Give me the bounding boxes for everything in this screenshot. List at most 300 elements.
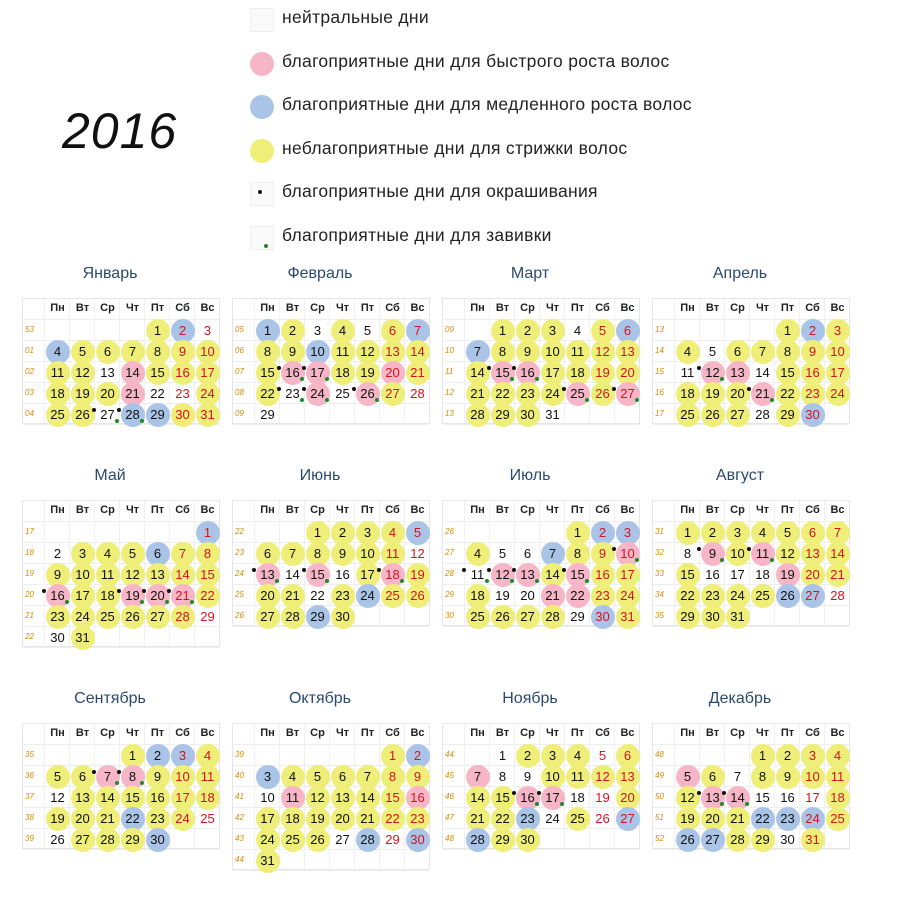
day-cell[interactable] xyxy=(540,564,565,585)
day-cell[interactable] xyxy=(465,829,490,850)
day-cell[interactable] xyxy=(590,766,615,787)
day-cell[interactable] xyxy=(280,829,305,850)
day-cell[interactable] xyxy=(700,362,725,383)
day-cell[interactable] xyxy=(750,745,775,766)
day-cell[interactable] xyxy=(775,585,800,606)
day-cell[interactable] xyxy=(170,362,195,383)
day-cell[interactable] xyxy=(515,404,540,425)
day-cell[interactable] xyxy=(725,522,750,543)
day-cell[interactable] xyxy=(615,564,640,585)
day-cell[interactable] xyxy=(330,543,355,564)
day-cell[interactable] xyxy=(255,766,280,787)
day-cell[interactable] xyxy=(800,522,825,543)
day-cell[interactable] xyxy=(45,766,70,787)
day-cell[interactable] xyxy=(95,383,120,404)
day-cell[interactable] xyxy=(120,808,145,829)
day-cell[interactable] xyxy=(255,808,280,829)
day-cell[interactable] xyxy=(280,787,305,808)
day-cell[interactable] xyxy=(490,341,515,362)
day-cell[interactable] xyxy=(565,320,590,341)
day-cell[interactable] xyxy=(750,787,775,808)
day-cell[interactable] xyxy=(725,543,750,564)
day-cell[interactable] xyxy=(825,383,850,404)
day-cell[interactable] xyxy=(280,766,305,787)
day-cell[interactable] xyxy=(675,341,700,362)
day-cell[interactable] xyxy=(515,564,540,585)
day-cell[interactable] xyxy=(95,543,120,564)
day-cell[interactable] xyxy=(195,404,220,425)
day-cell[interactable] xyxy=(45,808,70,829)
day-cell[interactable] xyxy=(825,522,850,543)
day-cell[interactable] xyxy=(700,829,725,850)
day-cell[interactable] xyxy=(355,341,380,362)
day-cell[interactable] xyxy=(465,808,490,829)
day-cell[interactable] xyxy=(725,766,750,787)
day-cell[interactable] xyxy=(465,543,490,564)
day-cell[interactable] xyxy=(700,404,725,425)
day-cell[interactable] xyxy=(305,362,330,383)
day-cell[interactable] xyxy=(615,585,640,606)
day-cell[interactable] xyxy=(145,341,170,362)
day-cell[interactable] xyxy=(255,383,280,404)
day-cell[interactable] xyxy=(170,766,195,787)
day-cell[interactable] xyxy=(565,808,590,829)
day-cell[interactable] xyxy=(825,543,850,564)
day-cell[interactable] xyxy=(490,383,515,404)
day-cell[interactable] xyxy=(675,564,700,585)
day-cell[interactable] xyxy=(565,383,590,404)
day-cell[interactable] xyxy=(590,787,615,808)
day-cell[interactable] xyxy=(195,564,220,585)
day-cell[interactable] xyxy=(195,543,220,564)
day-cell[interactable] xyxy=(195,522,220,543)
day-cell[interactable] xyxy=(120,766,145,787)
day-cell[interactable] xyxy=(355,808,380,829)
day-cell[interactable] xyxy=(490,606,515,627)
day-cell[interactable] xyxy=(565,745,590,766)
day-cell[interactable] xyxy=(590,808,615,829)
day-cell[interactable] xyxy=(45,341,70,362)
day-cell[interactable] xyxy=(590,383,615,404)
day-cell[interactable] xyxy=(775,543,800,564)
day-cell[interactable] xyxy=(170,320,195,341)
day-cell[interactable] xyxy=(195,606,220,627)
day-cell[interactable] xyxy=(280,585,305,606)
day-cell[interactable] xyxy=(675,404,700,425)
day-cell[interactable] xyxy=(590,522,615,543)
day-cell[interactable] xyxy=(195,585,220,606)
day-cell[interactable] xyxy=(750,404,775,425)
day-cell[interactable] xyxy=(750,585,775,606)
day-cell[interactable] xyxy=(95,362,120,383)
day-cell[interactable] xyxy=(280,606,305,627)
day-cell[interactable] xyxy=(775,404,800,425)
day-cell[interactable] xyxy=(590,606,615,627)
day-cell[interactable] xyxy=(515,362,540,383)
day-cell[interactable] xyxy=(775,829,800,850)
day-cell[interactable] xyxy=(725,606,750,627)
day-cell[interactable] xyxy=(565,543,590,564)
day-cell[interactable] xyxy=(145,808,170,829)
day-cell[interactable] xyxy=(145,362,170,383)
day-cell[interactable] xyxy=(700,543,725,564)
day-cell[interactable] xyxy=(120,341,145,362)
day-cell[interactable] xyxy=(170,745,195,766)
day-cell[interactable] xyxy=(675,766,700,787)
day-cell[interactable] xyxy=(750,383,775,404)
day-cell[interactable] xyxy=(255,362,280,383)
day-cell[interactable] xyxy=(750,522,775,543)
day-cell[interactable] xyxy=(490,787,515,808)
day-cell[interactable] xyxy=(590,585,615,606)
day-cell[interactable] xyxy=(95,829,120,850)
day-cell[interactable] xyxy=(330,766,355,787)
day-cell[interactable] xyxy=(380,829,405,850)
day-cell[interactable] xyxy=(490,745,515,766)
day-cell[interactable] xyxy=(195,766,220,787)
day-cell[interactable] xyxy=(825,564,850,585)
day-cell[interactable] xyxy=(255,564,280,585)
day-cell[interactable] xyxy=(800,745,825,766)
day-cell[interactable] xyxy=(540,766,565,787)
day-cell[interactable] xyxy=(750,766,775,787)
day-cell[interactable] xyxy=(120,362,145,383)
day-cell[interactable] xyxy=(750,362,775,383)
day-cell[interactable] xyxy=(775,522,800,543)
day-cell[interactable] xyxy=(355,543,380,564)
day-cell[interactable] xyxy=(615,522,640,543)
day-cell[interactable] xyxy=(305,341,330,362)
day-cell[interactable] xyxy=(590,320,615,341)
day-cell[interactable] xyxy=(330,564,355,585)
day-cell[interactable] xyxy=(465,606,490,627)
day-cell[interactable] xyxy=(590,341,615,362)
day-cell[interactable] xyxy=(615,383,640,404)
day-cell[interactable] xyxy=(540,320,565,341)
day-cell[interactable] xyxy=(615,341,640,362)
day-cell[interactable] xyxy=(45,829,70,850)
day-cell[interactable] xyxy=(725,787,750,808)
day-cell[interactable] xyxy=(615,745,640,766)
day-cell[interactable] xyxy=(170,404,195,425)
day-cell[interactable] xyxy=(615,766,640,787)
day-cell[interactable] xyxy=(700,522,725,543)
day-cell[interactable] xyxy=(465,564,490,585)
day-cell[interactable] xyxy=(380,585,405,606)
day-cell[interactable] xyxy=(515,766,540,787)
day-cell[interactable] xyxy=(380,522,405,543)
day-cell[interactable] xyxy=(195,362,220,383)
day-cell[interactable] xyxy=(355,362,380,383)
day-cell[interactable] xyxy=(95,766,120,787)
day-cell[interactable] xyxy=(145,745,170,766)
day-cell[interactable] xyxy=(95,606,120,627)
day-cell[interactable] xyxy=(515,543,540,564)
day-cell[interactable] xyxy=(355,522,380,543)
day-cell[interactable] xyxy=(380,766,405,787)
day-cell[interactable] xyxy=(195,383,220,404)
day-cell[interactable] xyxy=(825,787,850,808)
day-cell[interactable] xyxy=(405,766,430,787)
day-cell[interactable] xyxy=(800,341,825,362)
day-cell[interactable] xyxy=(775,341,800,362)
day-cell[interactable] xyxy=(405,362,430,383)
day-cell[interactable] xyxy=(120,606,145,627)
day-cell[interactable] xyxy=(170,606,195,627)
day-cell[interactable] xyxy=(330,362,355,383)
day-cell[interactable] xyxy=(800,787,825,808)
day-cell[interactable] xyxy=(725,341,750,362)
day-cell[interactable] xyxy=(255,606,280,627)
day-cell[interactable] xyxy=(280,341,305,362)
day-cell[interactable] xyxy=(305,320,330,341)
day-cell[interactable] xyxy=(490,829,515,850)
day-cell[interactable] xyxy=(145,404,170,425)
day-cell[interactable] xyxy=(405,808,430,829)
day-cell[interactable] xyxy=(700,766,725,787)
day-cell[interactable] xyxy=(305,787,330,808)
day-cell[interactable] xyxy=(70,362,95,383)
day-cell[interactable] xyxy=(540,787,565,808)
day-cell[interactable] xyxy=(170,585,195,606)
day-cell[interactable] xyxy=(195,787,220,808)
day-cell[interactable] xyxy=(565,585,590,606)
day-cell[interactable] xyxy=(465,404,490,425)
day-cell[interactable] xyxy=(280,564,305,585)
day-cell[interactable] xyxy=(490,362,515,383)
day-cell[interactable] xyxy=(405,320,430,341)
day-cell[interactable] xyxy=(45,383,70,404)
day-cell[interactable] xyxy=(775,564,800,585)
day-cell[interactable] xyxy=(725,383,750,404)
day-cell[interactable] xyxy=(380,745,405,766)
day-cell[interactable] xyxy=(355,787,380,808)
day-cell[interactable] xyxy=(515,808,540,829)
day-cell[interactable] xyxy=(675,829,700,850)
day-cell[interactable] xyxy=(750,543,775,564)
day-cell[interactable] xyxy=(675,787,700,808)
day-cell[interactable] xyxy=(515,320,540,341)
day-cell[interactable] xyxy=(355,766,380,787)
day-cell[interactable] xyxy=(775,362,800,383)
day-cell[interactable] xyxy=(590,362,615,383)
day-cell[interactable] xyxy=(675,362,700,383)
day-cell[interactable] xyxy=(725,829,750,850)
day-cell[interactable] xyxy=(355,383,380,404)
day-cell[interactable] xyxy=(95,341,120,362)
day-cell[interactable] xyxy=(95,564,120,585)
day-cell[interactable] xyxy=(800,585,825,606)
day-cell[interactable] xyxy=(775,787,800,808)
day-cell[interactable] xyxy=(120,383,145,404)
day-cell[interactable] xyxy=(540,543,565,564)
day-cell[interactable] xyxy=(515,383,540,404)
day-cell[interactable] xyxy=(490,404,515,425)
day-cell[interactable] xyxy=(70,829,95,850)
day-cell[interactable] xyxy=(380,362,405,383)
day-cell[interactable] xyxy=(120,404,145,425)
day-cell[interactable] xyxy=(775,320,800,341)
day-cell[interactable] xyxy=(490,585,515,606)
day-cell[interactable] xyxy=(120,585,145,606)
day-cell[interactable] xyxy=(330,808,355,829)
day-cell[interactable] xyxy=(515,606,540,627)
day-cell[interactable] xyxy=(540,606,565,627)
day-cell[interactable] xyxy=(145,829,170,850)
day-cell[interactable] xyxy=(45,606,70,627)
day-cell[interactable] xyxy=(120,564,145,585)
day-cell[interactable] xyxy=(540,383,565,404)
day-cell[interactable] xyxy=(195,745,220,766)
day-cell[interactable] xyxy=(195,320,220,341)
day-cell[interactable] xyxy=(70,606,95,627)
day-cell[interactable] xyxy=(45,627,70,648)
day-cell[interactable] xyxy=(405,829,430,850)
day-cell[interactable] xyxy=(565,362,590,383)
day-cell[interactable] xyxy=(70,585,95,606)
day-cell[interactable] xyxy=(800,564,825,585)
day-cell[interactable] xyxy=(750,829,775,850)
day-cell[interactable] xyxy=(700,787,725,808)
day-cell[interactable] xyxy=(330,606,355,627)
day-cell[interactable] xyxy=(465,787,490,808)
day-cell[interactable] xyxy=(305,766,330,787)
day-cell[interactable] xyxy=(615,787,640,808)
day-cell[interactable] xyxy=(255,404,280,425)
day-cell[interactable] xyxy=(120,829,145,850)
day-cell[interactable] xyxy=(675,585,700,606)
day-cell[interactable] xyxy=(465,383,490,404)
day-cell[interactable] xyxy=(700,383,725,404)
day-cell[interactable] xyxy=(120,787,145,808)
day-cell[interactable] xyxy=(490,564,515,585)
day-cell[interactable] xyxy=(355,320,380,341)
day-cell[interactable] xyxy=(615,320,640,341)
day-cell[interactable] xyxy=(675,808,700,829)
day-cell[interactable] xyxy=(305,808,330,829)
day-cell[interactable] xyxy=(145,787,170,808)
day-cell[interactable] xyxy=(750,564,775,585)
day-cell[interactable] xyxy=(540,404,565,425)
day-cell[interactable] xyxy=(825,320,850,341)
day-cell[interactable] xyxy=(615,362,640,383)
day-cell[interactable] xyxy=(775,808,800,829)
day-cell[interactable] xyxy=(825,362,850,383)
day-cell[interactable] xyxy=(195,341,220,362)
day-cell[interactable] xyxy=(170,564,195,585)
day-cell[interactable] xyxy=(145,585,170,606)
day-cell[interactable] xyxy=(305,543,330,564)
day-cell[interactable] xyxy=(825,341,850,362)
day-cell[interactable] xyxy=(515,745,540,766)
day-cell[interactable] xyxy=(95,404,120,425)
day-cell[interactable] xyxy=(540,745,565,766)
day-cell[interactable] xyxy=(145,766,170,787)
day-cell[interactable] xyxy=(170,808,195,829)
day-cell[interactable] xyxy=(675,383,700,404)
day-cell[interactable] xyxy=(675,543,700,564)
day-cell[interactable] xyxy=(380,808,405,829)
day-cell[interactable] xyxy=(380,341,405,362)
day-cell[interactable] xyxy=(305,383,330,404)
day-cell[interactable] xyxy=(490,543,515,564)
day-cell[interactable] xyxy=(725,404,750,425)
day-cell[interactable] xyxy=(515,787,540,808)
day-cell[interactable] xyxy=(70,808,95,829)
day-cell[interactable] xyxy=(305,564,330,585)
day-cell[interactable] xyxy=(800,404,825,425)
day-cell[interactable] xyxy=(725,808,750,829)
day-cell[interactable] xyxy=(45,585,70,606)
day-cell[interactable] xyxy=(800,383,825,404)
day-cell[interactable] xyxy=(825,745,850,766)
day-cell[interactable] xyxy=(70,404,95,425)
day-cell[interactable] xyxy=(565,564,590,585)
day-cell[interactable] xyxy=(540,585,565,606)
day-cell[interactable] xyxy=(465,362,490,383)
day-cell[interactable] xyxy=(590,543,615,564)
day-cell[interactable] xyxy=(305,829,330,850)
day-cell[interactable] xyxy=(45,564,70,585)
day-cell[interactable] xyxy=(615,808,640,829)
day-cell[interactable] xyxy=(615,606,640,627)
day-cell[interactable] xyxy=(405,585,430,606)
day-cell[interactable] xyxy=(675,606,700,627)
day-cell[interactable] xyxy=(330,829,355,850)
day-cell[interactable] xyxy=(800,808,825,829)
day-cell[interactable] xyxy=(700,808,725,829)
day-cell[interactable] xyxy=(95,585,120,606)
day-cell[interactable] xyxy=(700,606,725,627)
day-cell[interactable] xyxy=(515,585,540,606)
day-cell[interactable] xyxy=(725,564,750,585)
day-cell[interactable] xyxy=(145,543,170,564)
day-cell[interactable] xyxy=(490,320,515,341)
day-cell[interactable] xyxy=(255,543,280,564)
day-cell[interactable] xyxy=(255,320,280,341)
day-cell[interactable] xyxy=(465,766,490,787)
day-cell[interactable] xyxy=(725,585,750,606)
day-cell[interactable] xyxy=(70,766,95,787)
day-cell[interactable] xyxy=(255,341,280,362)
day-cell[interactable] xyxy=(45,543,70,564)
day-cell[interactable] xyxy=(725,362,750,383)
day-cell[interactable] xyxy=(380,787,405,808)
day-cell[interactable] xyxy=(145,320,170,341)
day-cell[interactable] xyxy=(330,383,355,404)
day-cell[interactable] xyxy=(490,808,515,829)
day-cell[interactable] xyxy=(405,383,430,404)
day-cell[interactable] xyxy=(255,787,280,808)
day-cell[interactable] xyxy=(800,320,825,341)
day-cell[interactable] xyxy=(565,341,590,362)
day-cell[interactable] xyxy=(825,808,850,829)
day-cell[interactable] xyxy=(280,383,305,404)
day-cell[interactable] xyxy=(120,745,145,766)
day-cell[interactable] xyxy=(70,564,95,585)
day-cell[interactable] xyxy=(330,341,355,362)
day-cell[interactable] xyxy=(700,341,725,362)
day-cell[interactable] xyxy=(355,564,380,585)
day-cell[interactable] xyxy=(405,522,430,543)
day-cell[interactable] xyxy=(565,766,590,787)
day-cell[interactable] xyxy=(380,564,405,585)
day-cell[interactable] xyxy=(70,787,95,808)
day-cell[interactable] xyxy=(380,320,405,341)
day-cell[interactable] xyxy=(170,543,195,564)
day-cell[interactable] xyxy=(255,829,280,850)
day-cell[interactable] xyxy=(825,766,850,787)
